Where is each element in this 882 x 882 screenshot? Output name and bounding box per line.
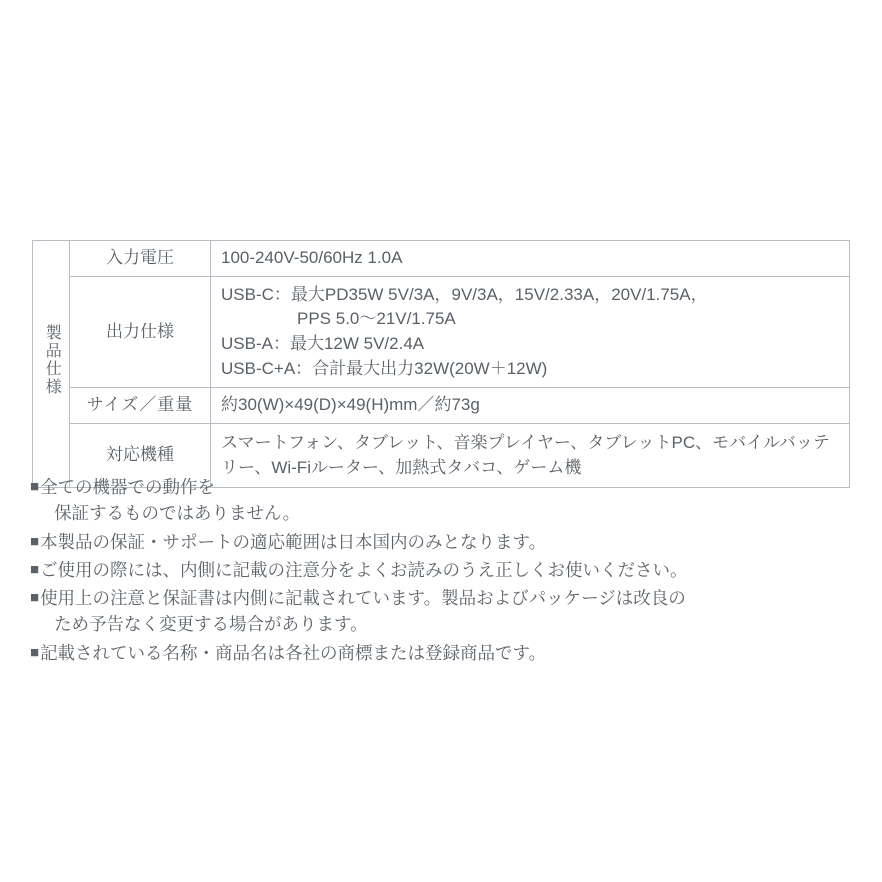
note-line-1: ご使用の際には、内側に記載の注意分をよくお読みのうえ正しくお使いください。 [40,559,688,580]
list-item [30,640,850,666]
list-item [30,474,850,527]
spec-value-line: スマートフォン、タブレット、音楽プレイヤー、タブレットPC、モバイルバッテリー、Wi-Fiルーター、加熱式タバコ、ゲーム機 [221,432,830,478]
spec-category-label: 製品仕様 [43,324,61,397]
bullet-square-icon: ■ [30,589,40,606]
specification-table [32,240,850,488]
note-text [40,640,850,666]
spec-value-line: USB-C：最大PD35W 5V/3A，9V/3A，15V/2.33A，20V/1.75A， [221,284,708,304]
table-row [33,241,850,277]
note-line-1: 使用上の注意と保証書は内側に記載されています。製品およびパッケージは改良の [40,588,686,608]
spec-value-line: 100-240V-50/60Hz 1.0A [221,248,403,267]
bullet-square-icon: ■ [30,532,40,550]
spec-key-compatible-devices: 対応機種 [70,423,211,487]
spec-category-cell [33,241,70,488]
spec-value-line: 約30(W)×49(D)×49(H)mm／約73g [221,395,480,415]
spec-value-output [211,276,850,388]
list-item [30,557,850,583]
note-line-1: 記載されている名称・商品名は各社の商標または登録商品です。 [40,642,547,663]
spec-value-line: USB-C+A：合計最大出力32W(20W＋12W) [221,358,548,378]
notes-list [30,474,850,668]
bullet-square-icon: ■ [30,478,40,495]
bullet-square-icon: ■ [30,560,40,578]
note-line-2: 保証するものではありません。 [54,503,301,524]
note-text [40,585,850,638]
note-line-1: 全ての機器での動作を [40,477,216,497]
spec-value-size-weight [211,388,850,424]
note-line-1: 本製品の保証・サポートの適応範囲は日本国内のみとなります。 [40,531,547,552]
spec-key-output: 出力仕様 [70,276,211,388]
note-text [40,529,850,555]
note-line-2: ため予告なく変更する場合があります。 [54,614,368,635]
note-text [40,474,850,527]
table-row [33,276,850,388]
spec-value-line: USB-A：最大12W 5V/2.4A [221,333,425,353]
list-item [30,529,850,555]
table-row [33,388,850,424]
bullet-square-icon: ■ [30,643,40,661]
spec-key-input-voltage: 入力電圧 [70,241,211,277]
list-item [30,585,850,638]
spec-value-line: PPS 5.0〜21V/1.75A [297,309,456,329]
note-text [40,557,850,583]
spec-value-input-voltage [211,241,850,277]
spec-key-size-weight: サイズ／重量 [70,388,211,424]
